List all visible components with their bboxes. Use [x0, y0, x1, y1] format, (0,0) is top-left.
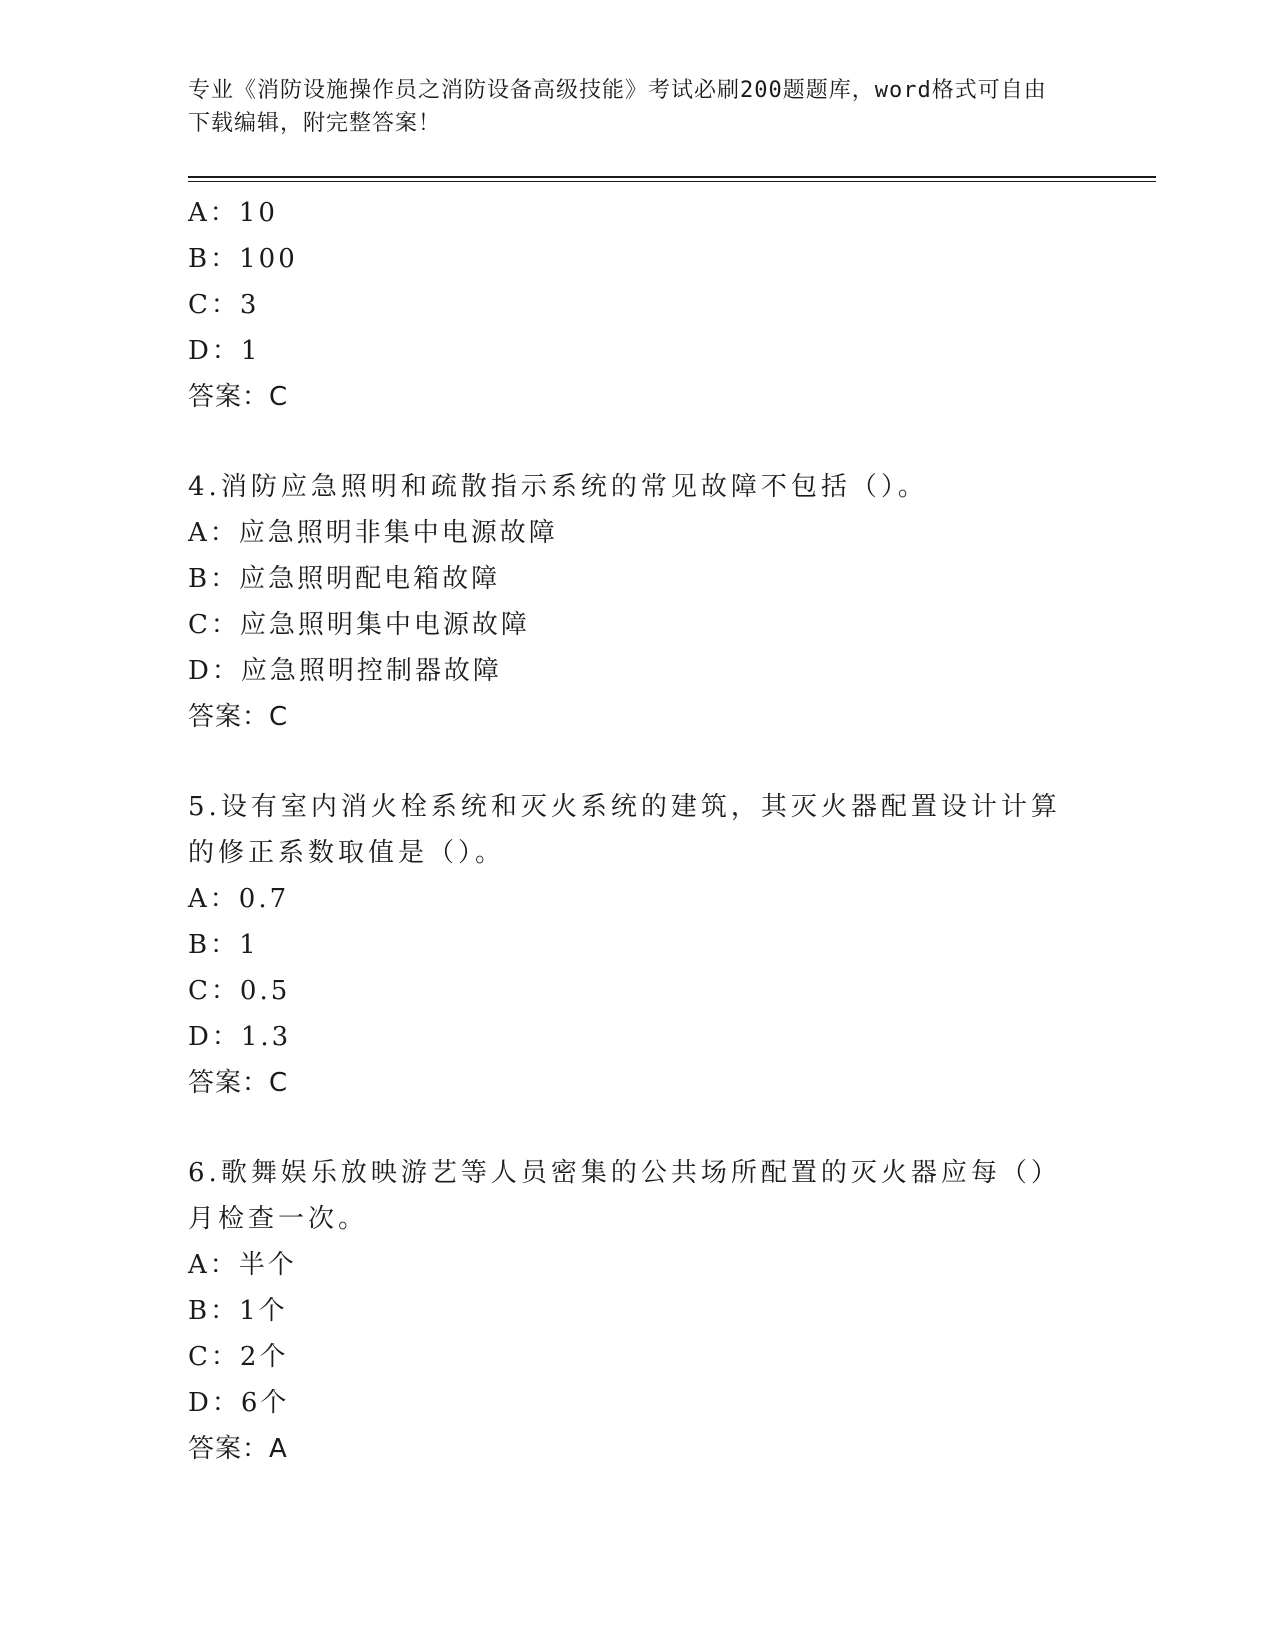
- option-line: B：应急照明配电箱故障: [188, 564, 501, 594]
- header-title: 专业《消防设施操作员之消防设备高级技能》考试必刷200题题库，word格式可自由下载编辑，附完整答案！: [188, 78, 1047, 136]
- question-text: 6.歌舞娱乐放映游艺等人员密集的公共场所配置的灭火器应每（）月检查一次。: [188, 1158, 1061, 1234]
- option-line: A：0.7: [188, 884, 290, 914]
- option-line: B：1: [188, 930, 259, 960]
- question-block-6: [188, 1150, 1088, 1472]
- question-block-5: [188, 784, 1088, 1106]
- option-line: D：6个: [188, 1388, 290, 1418]
- answer-line: 答案：C: [188, 1068, 289, 1098]
- question-text: 5.设有室内消火栓系统和灭火系统的建筑，其灭火器配置设计计算的修正系数取值是（）。: [188, 792, 1061, 868]
- question-block-partial: [188, 190, 1088, 420]
- document-header: [188, 74, 1068, 140]
- option-line: A：10: [188, 198, 278, 228]
- option-line: C：应急照明集中电源故障: [188, 610, 530, 640]
- answer-line: 答案：C: [188, 382, 289, 412]
- option-line: B：100: [188, 244, 298, 274]
- option-line: A：半个: [188, 1250, 297, 1280]
- option-line: B：1个: [188, 1296, 288, 1326]
- option-line: A：应急照明非集中电源故障: [188, 518, 558, 548]
- header-rule-top: [188, 176, 1156, 178]
- answer-line: 答案：C: [188, 702, 289, 732]
- answer-line: 答案：A: [188, 1434, 288, 1464]
- option-line: C：3: [188, 290, 260, 320]
- option-line: D：1: [188, 336, 261, 366]
- option-line: D：1.3: [188, 1022, 292, 1052]
- header-rule-bottom: [188, 181, 1156, 182]
- option-line: C：0.5: [188, 976, 291, 1006]
- question-text: 4.消防应急照明和疏散指示系统的常见故障不包括（）。: [188, 472, 928, 502]
- question-list: [188, 190, 1088, 1472]
- option-line: C：2个: [188, 1342, 289, 1372]
- question-block-4: [188, 464, 1088, 740]
- option-line: D：应急照明控制器故障: [188, 656, 502, 686]
